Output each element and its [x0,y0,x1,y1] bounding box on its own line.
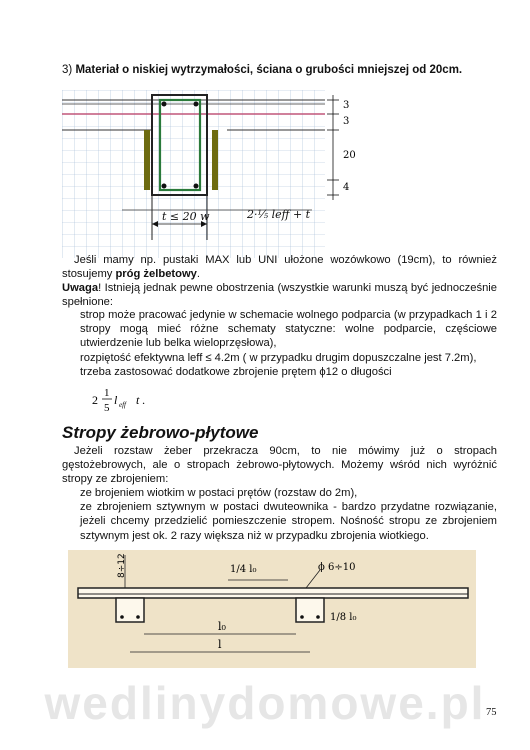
para3-text: Jeżeli rozstaw żeber przekracza 90cm, to nie mówimy już o stropach gęstożebrowych, ale o stropach żebrowo-płytowych. Możemy wśród nich wyróżnić stropy ze zbrojeniem: [62,445,497,486]
dim-right-2: 3 [343,116,350,127]
dim-right-1: 3 [343,100,350,111]
paragraph-zebrowe [62,444,497,487]
list-item: ze brojeniem wiotkim w postaci prętów (rozstaw do 2m), [80,487,358,499]
dim-bottom-label: t ≤ 20 w [162,210,210,223]
figure-wall-sketch [62,90,367,258]
section-heading-3 [62,64,502,76]
list-item: ze zbrojeniem sztywnym w postaci dwuteownika - bardzo przydatne rozwiązanie, jeżeli chcemy przedzielić pomieszczenie stropem. Nośność stropu ze zbrojeniem sztywnym jest ok. 2 razy większa niż w przypadku zbrojenia wiotkiego. [80,501,497,542]
formula-tail: t . [136,393,146,407]
para1-text-b: . [196,268,201,281]
paragraph-uwaga [62,281,497,309]
label-height: 8÷12 [117,553,127,578]
list-item: trzeba zastosować dodatkowe zbrojenie prętem ϕ12 o długości [80,365,392,378]
dim-right-4: 4 [343,182,350,193]
dim-right-3: 20 [343,150,356,161]
section-heading-zebrowe: Stropy żebrowo-płytowe [62,423,259,442]
formula-length [92,386,172,416]
list-item: rozpiętość efektywna leff ≤ 4.2m ( w przypadku drugim dopuszczalne jest 7.2m), [80,351,477,364]
para2-text: ! Istnieją jednak pewne obostrzenia (wszystkie warunki muszą być jednocześnie spełnione: [62,282,497,309]
uwaga-label: Uwaga [62,282,99,294]
label-l0: l₀ [218,620,226,633]
para1-bold: próg żelbetowy [115,268,197,281]
conditions-list [80,308,497,379]
label-quarter: 1/4 l₀ [230,564,257,575]
figure-ribbed-slab [68,550,476,668]
section-number: 3) [62,64,73,76]
figure-dimension-column [325,90,380,258]
reinforcement-list [80,486,497,543]
section-title: Materiał o niskiej wytrzymałości, ściana o grubości mniejszej od 20cm. [75,64,463,76]
label-rib: 1/8 l₀ [330,612,357,623]
formula-sub: eff [119,401,126,409]
formula-note: 2·⅕ leff + t [247,208,311,221]
page-number: 75 [486,707,497,718]
label-l: l [218,638,222,651]
paragraph-prog [62,253,497,281]
formula-den: 5 [104,402,110,414]
formula-num: 1 [104,387,110,399]
para1-text-a: Jeśli mamy np. pustaki MAX lub UNI ułożone wozówkowo (19cm), to również stosujemy [62,254,497,281]
formula-lead: 2 [92,393,98,407]
formula-var: l [114,393,118,407]
watermark: wedlinydomowe.pl [44,677,486,729]
label-bar: ϕ 6÷10 [318,562,356,573]
list-item: strop może pracować jedynie w schemacie wolnego podparcia (w przypadkach 1 i 2 stropy mogą mieć różne schematy statyczne: wolne podparcie, częściowe utwierdzenie lub belka wieloprzęsłowa), [80,309,497,350]
